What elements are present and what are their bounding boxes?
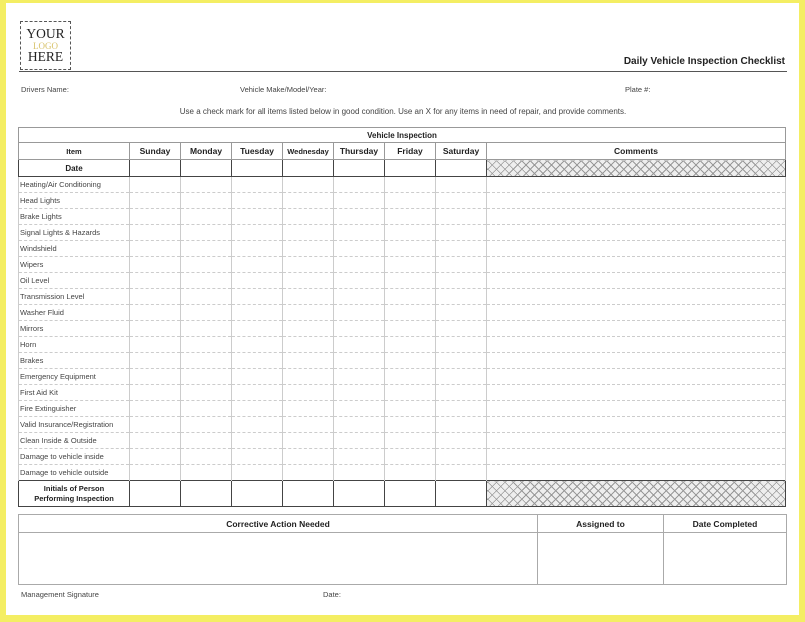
check-cell[interactable] [436, 465, 487, 481]
item-label: Emergency Equipment [19, 369, 130, 385]
check-cell[interactable] [130, 257, 181, 273]
check-cell[interactable] [385, 433, 436, 449]
date-cell[interactable] [130, 160, 181, 177]
check-cell[interactable] [334, 305, 385, 321]
check-cell[interactable] [181, 353, 232, 369]
check-cell[interactable] [334, 385, 385, 401]
check-cell[interactable] [232, 241, 283, 257]
check-cell[interactable] [283, 385, 334, 401]
check-cell[interactable] [181, 305, 232, 321]
initials-label-line-1: Initials of Person [43, 483, 105, 493]
item-label: Transmission Level [19, 289, 130, 305]
check-cell[interactable] [334, 257, 385, 273]
check-cell[interactable] [232, 433, 283, 449]
table-row [19, 177, 786, 193]
table-row [19, 225, 786, 241]
check-cell[interactable] [232, 305, 283, 321]
check-cell[interactable] [181, 369, 232, 385]
comment-cell[interactable] [487, 273, 786, 289]
check-cell[interactable] [283, 225, 334, 241]
check-cell[interactable] [283, 433, 334, 449]
check-cell[interactable] [334, 417, 385, 433]
check-cell[interactable] [181, 401, 232, 417]
check-cell[interactable] [436, 305, 487, 321]
check-cell[interactable] [232, 177, 283, 193]
check-cell[interactable] [181, 465, 232, 481]
check-cell[interactable] [232, 257, 283, 273]
comment-cell[interactable] [487, 401, 786, 417]
item-label: Brake Lights [19, 209, 130, 225]
vehicle-label: Vehicle Make/Model/Year: [240, 85, 327, 94]
item-label: Head Lights [19, 193, 130, 209]
check-cell[interactable] [130, 337, 181, 353]
check-cell[interactable] [181, 385, 232, 401]
check-cell[interactable] [436, 385, 487, 401]
initials-cell[interactable] [436, 481, 487, 507]
check-cell[interactable] [130, 417, 181, 433]
check-cell[interactable] [385, 417, 436, 433]
logo-placeholder [20, 21, 71, 70]
check-cell[interactable] [436, 289, 487, 305]
comment-cell[interactable] [487, 209, 786, 225]
footer-date-label: Date: [323, 590, 341, 599]
check-cell[interactable] [283, 177, 334, 193]
date-cell[interactable] [334, 160, 385, 177]
check-cell[interactable] [283, 465, 334, 481]
checklist-page [6, 3, 799, 615]
check-cell[interactable] [130, 353, 181, 369]
check-cell[interactable] [232, 385, 283, 401]
check-cell[interactable] [181, 241, 232, 257]
check-cell[interactable] [436, 353, 487, 369]
item-label: Heating/Air Conditioning [19, 177, 130, 193]
item-label: Signal Lights & Hazards [19, 225, 130, 241]
item-label: Clean Inside & Outside [19, 433, 130, 449]
check-cell[interactable] [130, 177, 181, 193]
comment-cell[interactable] [487, 177, 786, 193]
check-cell[interactable] [334, 337, 385, 353]
comment-cell[interactable] [487, 449, 786, 465]
check-cell[interactable] [283, 241, 334, 257]
check-cell[interactable] [130, 433, 181, 449]
table-row [19, 401, 786, 417]
hatched-cell [487, 160, 786, 177]
comment-cell[interactable] [487, 465, 786, 481]
column-header-saturday: Saturday [436, 143, 487, 160]
check-cell[interactable] [385, 225, 436, 241]
assigned-to-header: Assigned to [538, 515, 664, 533]
corrective-action-table [18, 514, 787, 585]
check-cell[interactable] [334, 289, 385, 305]
comment-cell[interactable] [487, 305, 786, 321]
check-cell[interactable] [130, 465, 181, 481]
date-cell[interactable] [232, 160, 283, 177]
check-cell[interactable] [181, 289, 232, 305]
check-cell[interactable] [334, 225, 385, 241]
item-label: Damage to vehicle outside [19, 465, 130, 481]
check-cell[interactable] [334, 433, 385, 449]
column-header-sunday: Sunday [130, 143, 181, 160]
comment-cell[interactable] [487, 385, 786, 401]
check-cell[interactable] [130, 225, 181, 241]
check-cell[interactable] [334, 273, 385, 289]
corrective-action-cell[interactable] [19, 533, 538, 585]
logo-line-2: LOGO [33, 40, 58, 51]
check-cell[interactable] [334, 449, 385, 465]
check-cell[interactable] [334, 369, 385, 385]
comment-cell[interactable] [487, 193, 786, 209]
check-cell[interactable] [385, 241, 436, 257]
check-cell[interactable] [232, 337, 283, 353]
item-label: Windshield [19, 241, 130, 257]
check-cell[interactable] [283, 353, 334, 369]
check-cell[interactable] [334, 353, 385, 369]
item-label: First Aid Kit [19, 385, 130, 401]
logo-line-1: YOUR [26, 26, 65, 41]
date-row-label: Date [19, 160, 130, 177]
check-cell[interactable] [436, 193, 487, 209]
table-row [19, 289, 786, 305]
date-cell[interactable] [385, 160, 436, 177]
check-cell[interactable] [283, 209, 334, 225]
check-cell[interactable] [385, 401, 436, 417]
check-cell[interactable] [283, 417, 334, 433]
section-title: Vehicle Inspection [19, 128, 786, 143]
initials-cell[interactable] [232, 481, 283, 507]
check-cell[interactable] [436, 337, 487, 353]
check-cell[interactable] [130, 401, 181, 417]
check-cell[interactable] [385, 273, 436, 289]
check-cell[interactable] [232, 449, 283, 465]
check-cell[interactable] [436, 209, 487, 225]
check-cell[interactable] [181, 273, 232, 289]
check-cell[interactable] [232, 465, 283, 481]
column-header-tuesday: Tuesday [232, 143, 283, 160]
management-signature-label: Management Signature [21, 590, 99, 599]
check-cell[interactable] [385, 257, 436, 273]
check-cell[interactable] [283, 305, 334, 321]
check-cell[interactable] [385, 193, 436, 209]
item-label: Brakes [19, 353, 130, 369]
comment-cell[interactable] [487, 241, 786, 257]
check-cell[interactable] [385, 321, 436, 337]
check-cell[interactable] [232, 369, 283, 385]
table-row [19, 257, 786, 273]
initials-row [19, 481, 786, 507]
table-row [19, 273, 786, 289]
initials-cell[interactable] [130, 481, 181, 507]
item-label: Washer Fluid [19, 305, 130, 321]
table-row [19, 369, 786, 385]
table-row [19, 241, 786, 257]
check-cell[interactable] [232, 321, 283, 337]
comment-cell[interactable] [487, 225, 786, 241]
column-header-friday: Friday [385, 143, 436, 160]
check-cell[interactable] [232, 417, 283, 433]
item-label: Fire Extinguisher [19, 401, 130, 417]
check-cell[interactable] [283, 449, 334, 465]
check-cell[interactable] [436, 433, 487, 449]
initials-cell[interactable] [181, 481, 232, 507]
check-cell[interactable] [130, 369, 181, 385]
check-cell[interactable] [334, 209, 385, 225]
comment-cell[interactable] [487, 337, 786, 353]
check-cell[interactable] [181, 417, 232, 433]
check-cell[interactable] [283, 193, 334, 209]
check-cell[interactable] [181, 177, 232, 193]
initials-label [19, 481, 130, 507]
check-cell[interactable] [385, 337, 436, 353]
check-cell[interactable] [283, 369, 334, 385]
date-row [19, 160, 786, 177]
column-header-thursday: Thursday [334, 143, 385, 160]
comment-cell[interactable] [487, 353, 786, 369]
check-cell[interactable] [232, 401, 283, 417]
check-cell[interactable] [334, 177, 385, 193]
hatched-cell [487, 481, 786, 507]
check-cell[interactable] [436, 241, 487, 257]
check-cell[interactable] [181, 449, 232, 465]
check-cell[interactable] [334, 241, 385, 257]
check-cell[interactable] [130, 385, 181, 401]
check-cell[interactable] [130, 273, 181, 289]
column-header-comments: Comments [487, 143, 786, 160]
check-cell[interactable] [436, 257, 487, 273]
comment-cell[interactable] [487, 289, 786, 305]
check-cell[interactable] [385, 209, 436, 225]
check-cell[interactable] [385, 449, 436, 465]
corrective-action-header: Corrective Action Needed [19, 515, 538, 533]
item-label: Oil Level [19, 273, 130, 289]
check-cell[interactable] [385, 353, 436, 369]
check-cell[interactable] [181, 321, 232, 337]
check-cell[interactable] [334, 465, 385, 481]
check-cell[interactable] [130, 449, 181, 465]
item-label: Valid Insurance/Registration [19, 417, 130, 433]
check-cell[interactable] [232, 353, 283, 369]
check-cell[interactable] [283, 273, 334, 289]
table-row [19, 193, 786, 209]
comment-cell[interactable] [487, 433, 786, 449]
check-cell[interactable] [130, 209, 181, 225]
table-row [19, 337, 786, 353]
check-cell[interactable] [385, 289, 436, 305]
check-cell[interactable] [181, 225, 232, 241]
column-header-wednesday: Wednesday [283, 143, 334, 160]
plate-label: Plate #: [625, 85, 651, 94]
comment-cell[interactable] [487, 257, 786, 273]
check-cell[interactable] [181, 257, 232, 273]
initials-label-line-2: Performing Inspection [34, 493, 114, 503]
date-cell[interactable] [283, 160, 334, 177]
item-label: Damage to vehicle inside [19, 449, 130, 465]
check-cell[interactable] [283, 257, 334, 273]
logo-line-3: HERE [27, 48, 64, 64]
check-cell[interactable] [232, 225, 283, 241]
table-row [19, 209, 786, 225]
table-row [19, 433, 786, 449]
drivers-name-label: Drivers Name: [21, 85, 69, 94]
check-cell[interactable] [130, 321, 181, 337]
check-cell[interactable] [181, 433, 232, 449]
check-cell[interactable] [181, 193, 232, 209]
table-row [19, 353, 786, 369]
check-cell[interactable] [130, 289, 181, 305]
check-cell[interactable] [334, 321, 385, 337]
comment-cell[interactable] [487, 321, 786, 337]
table-row [19, 305, 786, 321]
table-row [19, 465, 786, 481]
check-cell[interactable] [232, 209, 283, 225]
check-cell[interactable] [181, 209, 232, 225]
check-cell[interactable] [436, 177, 487, 193]
inspection-table [18, 127, 786, 507]
check-cell[interactable] [436, 369, 487, 385]
check-cell[interactable] [283, 401, 334, 417]
check-cell[interactable] [385, 385, 436, 401]
item-label: Wipers [19, 257, 130, 273]
instructions-text: Use a check mark for all items listed below in good condition. Use an X for any items in need of repair, and provide comments. [179, 107, 627, 116]
check-cell[interactable] [334, 401, 385, 417]
check-cell[interactable] [232, 289, 283, 305]
initials-cell[interactable] [283, 481, 334, 507]
date-completed-header: Date Completed [664, 515, 787, 533]
check-cell[interactable] [385, 177, 436, 193]
table-row [19, 417, 786, 433]
check-cell[interactable] [436, 449, 487, 465]
check-cell[interactable] [436, 401, 487, 417]
table-row [19, 321, 786, 337]
initials-cell[interactable] [385, 481, 436, 507]
check-cell[interactable] [436, 321, 487, 337]
check-cell[interactable] [283, 321, 334, 337]
check-cell[interactable] [385, 369, 436, 385]
check-cell[interactable] [232, 273, 283, 289]
check-cell[interactable] [130, 305, 181, 321]
column-header-monday: Monday [181, 143, 232, 160]
check-cell[interactable] [283, 337, 334, 353]
column-header-item: Item [19, 143, 130, 160]
table-row [19, 449, 786, 465]
check-cell[interactable] [232, 193, 283, 209]
check-cell[interactable] [334, 193, 385, 209]
assigned-to-cell[interactable] [538, 533, 664, 585]
initials-cell[interactable] [334, 481, 385, 507]
check-cell[interactable] [130, 241, 181, 257]
date-cell[interactable] [181, 160, 232, 177]
item-label: Mirrors [19, 321, 130, 337]
document-title: Daily Vehicle Inspection Checklist [623, 56, 785, 67]
check-cell[interactable] [436, 417, 487, 433]
item-label: Horn [19, 337, 130, 353]
comment-cell[interactable] [487, 369, 786, 385]
check-cell[interactable] [385, 465, 436, 481]
table-row [19, 385, 786, 401]
check-cell[interactable] [385, 305, 436, 321]
check-cell[interactable] [181, 337, 232, 353]
check-cell[interactable] [283, 289, 334, 305]
check-cell[interactable] [130, 193, 181, 209]
check-cell[interactable] [436, 273, 487, 289]
date-cell[interactable] [436, 160, 487, 177]
check-cell[interactable] [436, 225, 487, 241]
title-divider [19, 71, 787, 72]
comment-cell[interactable] [487, 417, 786, 433]
date-completed-cell[interactable] [664, 533, 787, 585]
